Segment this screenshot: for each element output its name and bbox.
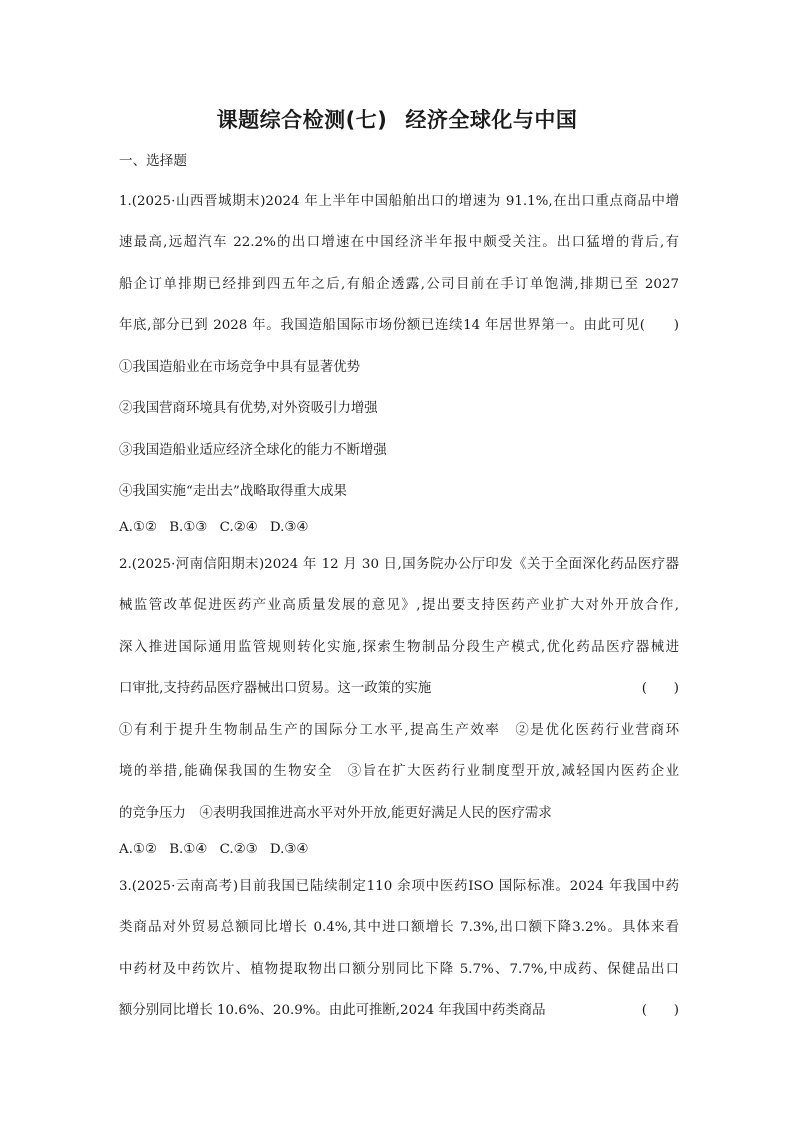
page-title [0,104,794,134]
q2-line-3: 深入推进国际通用监管规则转化实施,探索生物制品分段生产模式,优化药品医疗器械进 [119,640,679,655]
q1-item-1: ①我国造船业在市场竞争中具有显著优势 [119,360,361,375]
q2-option-b: B.①④ [169,842,208,857]
q3-line-2: 类商品对外贸易总额同比增长 0.4%,其中进口额增长 7.3%,出口额下降3.2%。具体来看 [119,920,679,935]
q1-option-d: D.③④ [269,520,309,535]
q2-line-2: 械监管改革促进医药产业高质量发展的意见》,提出要支持医药产业扩大对外开放合作, [119,598,679,613]
q1-line-4: 年底,部分已到 2028 年。我国造船国际市场份额已连续14 年居世界第一。由此可见( ) [119,318,679,333]
q3-answer-paren: ( ) [641,1003,679,1018]
q2-item-line-2: 境的举措,能确保我国的生物安全 ③旨在扩大医药行业制度型开放,减轻国内医药企业 [119,764,679,779]
q1-options [119,518,679,538]
q2-item-line-3: 的竞争压力 ④表明我国推进高水平对外开放,能更好满足人民的医疗需求 [119,806,552,821]
q3-line-3: 中药材及中药饮片、植物提取物出口额分别同比下降 5.7%、7.7%,中成药、保健品出口 [119,962,679,977]
q1-line-2: 速最高,远超汽车 22.2%的出口增速在中国经济半年报中颇受关注。出口猛增的背后,有 [119,235,679,250]
q1-item-4: ④我国实施“走出去”战略取得重大成果 [119,484,347,499]
q2-line-4-row [119,679,679,699]
section-heading: 一、选择题 [119,153,187,169]
q1-item-3: ③我国造船业适应经济全球化的能力不断增强 [119,443,387,458]
q2-options [119,840,679,860]
q1-line-1: 1.(2025·山西晋城期末)2024 年上半年中国船舶出口的增速为 91.1%,在出口重点商品中增 [119,194,679,209]
q2-option-c: C.②③ [219,842,258,857]
q3-line-4-row [119,1001,679,1021]
q3-line-4: 额分别同比增长 10.6%、20.9%。由此可推断,2024 年我国中药类商品 [119,1003,546,1018]
q1-option-a: A.①② [119,520,157,535]
title-main: 课题综合检测(七) [216,108,388,132]
q2-option-d: D.③④ [269,842,309,857]
q2-option-a: A.①② [119,842,157,857]
q2-answer-paren: ( ) [641,681,679,696]
q1-item-2: ②我国营商环境具有优势,对外资吸引力增强 [119,401,378,416]
q1-option-c: C.②④ [219,520,258,535]
q3-line-1: 3.(2025·云南高考)目前我国已陆续制定110 余项中医药ISO 国际标准。2024 年我国中药 [119,879,679,894]
q2-item-line-1: ①有利于提升生物制品生产的国际分工水平,提高生产效率 ②是优化医药行业营商环 [119,723,679,738]
title-sub: 经济全球化与中国 [405,108,578,132]
q2-line-1: 2.(2025·河南信阳期末)2024 年 12 月 30 日,国务院办公厅印发《关于全面深化药品医疗器 [119,557,679,572]
q2-line-4: 口审批,支持药品医疗器械出口贸易。这一政策的实施 [119,681,432,696]
q1-option-b: B.①③ [169,520,208,535]
q1-line-3: 船企订单排期已经排到四五年之后,有船企透露,公司目前在手订单饱满,排期已至 2027 [119,277,679,292]
